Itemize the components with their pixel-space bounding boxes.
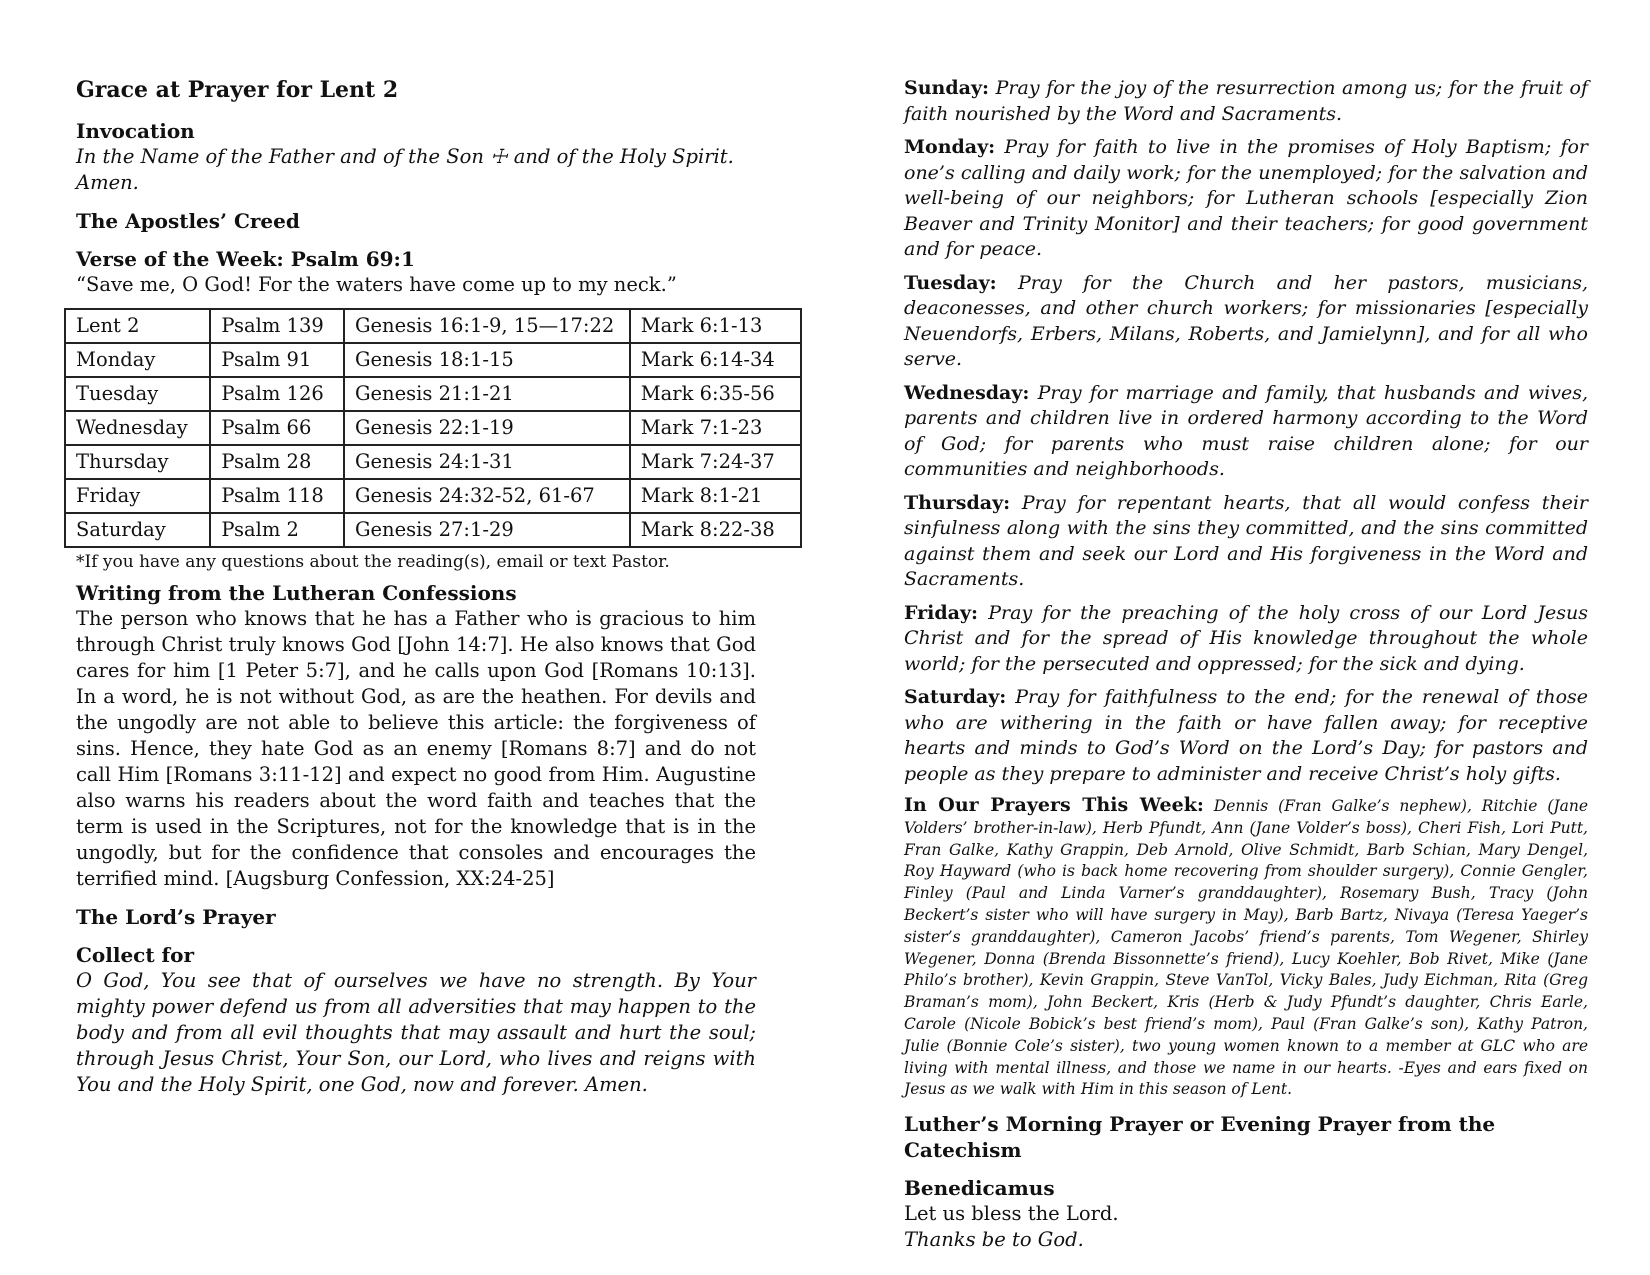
table-row [65,377,801,411]
collect-heading: Collect for [76,943,195,967]
table-row [65,343,801,377]
readings-cell-psalm: Psalm 91 [210,343,344,377]
daily-prayer-text: Pray for repentant hearts, that all would confess their sinfulness along with the sins they committed, and the sins committed against them and seek our Lord and His forgiveness in the Word and Sacraments. [904,491,1588,590]
daily-prayers-list [904,76,1588,787]
confessions-heading: Writing from the Lutheran Confessions [76,581,517,605]
prayer-list-text: Dennis (Fran Galke’s nephew), Ritchie (Jane Volders’ brother-in-law), Herb Pfundt, Ann (Jane Volder’s boss), Cheri Fish, Lori Putt, Fran Galke, Kathy Grappin, Deb Arnold, Olive Schmidt, Barb Schian, Mary Dengel, Roy Hayward (who is back home recovering from shoulder surgery), Connie Gengler, Finley (Paul and Linda Varner’s granddaughter), Rosemary Bush, Tracy (John Beckert’s sister who will have surgery in May), Barb Bartz, Nivaya (Teresa Yaeger’s sister’s granddaughter), Cameron Jacobs’ friend’s parents, Tom Wegener, Shirley Wegener, Donna (Brenda Bissonnette’s friend), Lucy Koehler, Bob Rivet, Mike (Jane Philo’s brother), Kevin Grappin, Steve VanTol, Vicky Bales, Judy Eichman, Rita (Greg Braman’s mom), John Beckert, Kris (Herb & Judy Pfundt’s daughter, Chris Earle, Carole (Nicole Bobick’s best friend’s mom), Paul (Fran Galke’s son), Kathy Patron, Julie (Bonnie Cole’s sister), two young women known to a member at GLC who are living with mental illness, and those we name in our hearts. -Eyes and ears fixed on Jesus as we walk with Him in this season of Lent. [904,797,1588,1099]
daily-prayer-day-label: Saturday: [904,686,1007,708]
benedicamus-section [904,1175,1588,1253]
table-row [65,309,801,343]
readings-cell-gospel: Mark 6:35-56 [630,377,801,411]
benedicamus-line-2: Thanks be to God. [904,1228,1084,1252]
readings-cell-ot-reading: Genesis 24:1-31 [344,445,630,479]
verse-text: “Save me, O God! For the waters have come up to my neck.” [76,273,677,296]
readings-cell-gospel: Mark 6:14-34 [630,343,801,377]
readings-cell-ot-reading: Genesis 16:1-9, 15—17:22 [344,309,630,343]
readings-cell-gospel: Mark 6:1-13 [630,309,801,343]
verse-heading: Verse of the Week: Psalm 69:1 [76,247,415,271]
daily-prayer-item [904,271,1588,373]
readings-cell-gospel: Mark 8:1-21 [630,479,801,513]
benedicamus-line-1: Let us bless the Lord. [904,1202,1119,1226]
readings-cell-psalm: Psalm 28 [210,445,344,479]
daily-prayer-day-label: Friday: [904,601,979,624]
creed-section [76,208,756,234]
readings-cell-psalm: Psalm 139 [210,309,344,343]
lords-prayer-heading: The Lord’s Prayer [76,905,276,929]
readings-cell-day: Thursday [65,445,210,479]
left-column [76,76,775,1098]
daily-prayer-item [904,685,1588,787]
readings-cell-day: Wednesday [65,411,210,445]
confessions-text: The person who knows that he has a Father who is gracious to him through Christ truly knows God [John 14:7]. He also knows that God cares for him [1 Peter 5:7], and he calls upon God [Romans 10:13]. In a word, he is not without God, as are the heathen. For devils and the ungodly are not able to believe this article: the forgiveness of sins. Hence, they hate God as an enemy [Romans 8:7] and do not call Him [Romans 3:11-12] and expect no good from Him. Augustine also warns his readers about the word faith and teaches that the term is used in the Scriptures, not for the knowledge that is in the ungodly, but for the confidence that consoles and encourages the terrified mind. [Augsburg Confession, XX:24-25] [76,607,756,890]
right-column [904,76,1588,1253]
readings-cell-day: Monday [65,343,210,377]
benedicamus-heading: Benedicamus [904,1176,1055,1201]
readings-cell-day: Saturday [65,513,210,547]
page-title: Grace at Prayer for Lent 2 [76,77,399,103]
confessions-section [76,580,756,892]
readings-cell-psalm: Psalm 118 [210,479,344,513]
readings-cell-psalm: Psalm 126 [210,377,344,411]
daily-prayer-text: Pray for marriage and family, that husbands and wives, parents and children live in ordered harmony according to the Word of God; for parents who must raise children alone; for our communities and neighborhoods. [904,381,1588,480]
invocation-heading: Invocation [76,119,195,143]
daily-prayer-day-label: Tuesday: [904,271,997,294]
daily-prayer-text: Pray for the preaching of the holy cross of our Lord Jesus Christ and for the spread of His knowledge throughout the whole world; for the persecuted and oppressed; for the sick and dying. [904,601,1588,675]
daily-prayer-text: Pray for the joy of the resurrection among us; for the fruit of faith nourished by the Word and Sacraments. [904,77,1588,125]
daily-prayer-item [904,76,1588,127]
readings-cell-gospel: Mark 8:22-38 [630,513,801,547]
readings-cell-psalm: Psalm 2 [210,513,344,547]
daily-prayer-item [904,135,1588,263]
daily-prayer-text: Pray for faithfulness to the end; for the renewal of those who are withering in the faith or have fallen away; for receptive hearts and minds to God’s Word on the Lord’s Day; for pastors and people as they prepare to administer and receive Christ’s holy gifts. [904,686,1588,785]
table-row [65,513,801,547]
table-row [65,411,801,445]
collect-text: O God, You see that of ourselves we have no strength. By Your mighty power defend us from all adversities that may happen to the body and from all evil thoughts that may assault and hurt the soul; through Jesus Christ, Your Son, our Lord, who lives and reigns with You and the Holy Spirit, one God, now and forever. Amen. [76,969,756,1096]
verse-section [76,246,756,298]
collect-section [76,942,756,1098]
readings-cell-day: Friday [65,479,210,513]
invocation-section [76,118,756,196]
readings-cell-gospel: Mark 7:1-23 [630,411,801,445]
readings-cell-day: Tuesday [65,377,210,411]
readings-cell-ot-reading: Genesis 24:32-52, 61-67 [344,479,630,513]
table-row [65,479,801,513]
daily-prayer-day-label: Wednesday: [904,381,1030,404]
creed-heading: The Apostles’ Creed [76,209,300,233]
readings-cell-ot-reading: Genesis 27:1-29 [344,513,630,547]
readings-cell-ot-reading: Genesis 18:1-15 [344,343,630,377]
readings-cell-ot-reading: Genesis 21:1-21 [344,377,630,411]
daily-prayer-text: Pray for the Church and her pastors, musicians, deaconesses, and other church workers; for missionaries [especially Neuendorfs, Erbers, Milans, Roberts, and Jamielynn], and for all who serve. [904,271,1589,370]
readings-cell-psalm: Psalm 66 [210,411,344,445]
table-row [65,445,801,479]
prayer-list-label: In Our Prayers This Week: [904,794,1204,816]
readings-cell-gospel: Mark 7:24-37 [630,445,801,479]
readings-footnote: *If you have any questions about the reading(s), email or text Pastor. [76,552,670,572]
daily-prayer-item [904,491,1588,593]
readings-cell-day: Lent 2 [65,309,210,343]
daily-prayer-item [904,601,1588,678]
prayer-list-section [904,795,1588,1101]
lords-prayer-section [76,904,756,930]
luther-prayer-section [904,1111,1588,1163]
daily-prayer-day-label: Monday: [904,136,996,158]
readings-table [64,308,802,548]
daily-prayer-day-label: Thursday: [904,491,1011,514]
readings-cell-ot-reading: Genesis 22:1-19 [344,411,630,445]
luther-prayer-heading: Luther’s Morning Prayer or Evening Prayer from the Catechism [904,1112,1496,1163]
daily-prayer-day-label: Sunday: [904,77,989,99]
daily-prayer-item [904,381,1588,483]
invocation-text: In the Name of the Father and of the Son ☩ and of the Holy Spirit. Amen. [76,145,734,194]
daily-prayer-text: Pray for faith to live in the promises of Holy Baptism; for one’s calling and daily work; for the unemployed; for the salvation and well-being of our neighbors; for Lutheran schools [especially Zion Beaver and Trinity Monitor] and their teachers; for good government and for peace. [904,136,1589,260]
